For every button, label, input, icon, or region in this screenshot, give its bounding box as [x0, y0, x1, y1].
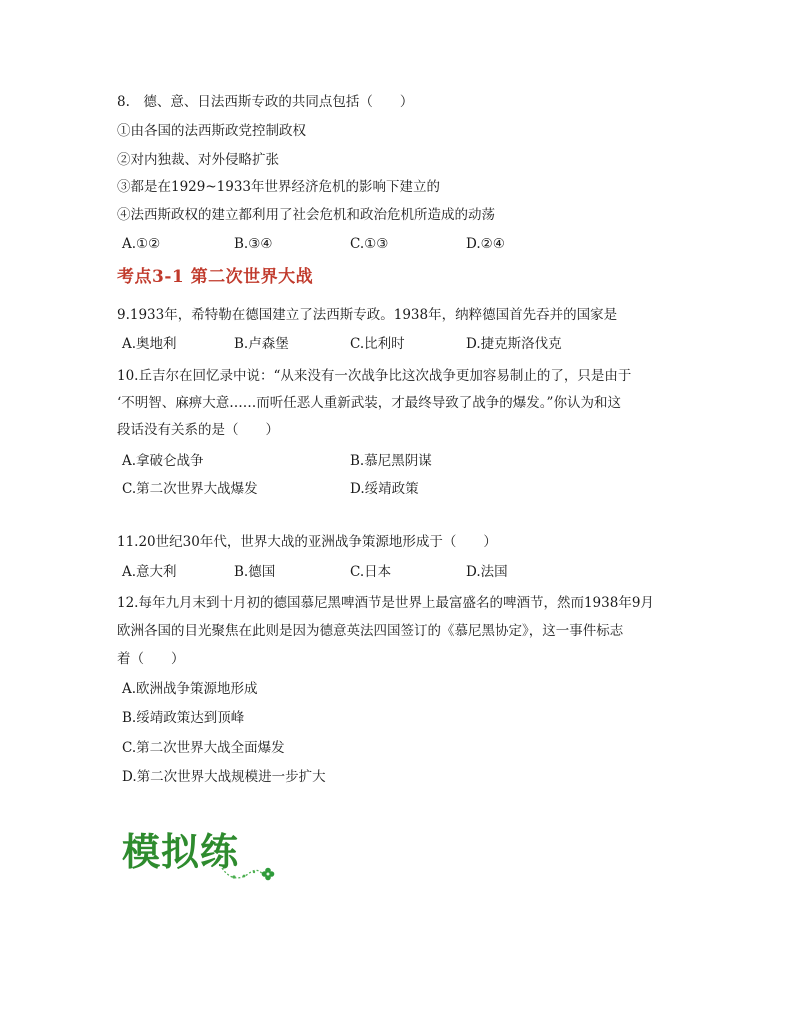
question-10-option-c: C.第二次世界大战爆发: [122, 481, 258, 497]
question-9-stem: 9.1933年，希特勒在德国建立了法西斯专政。1938年，纳粹德国首先吞并的国家是: [117, 307, 618, 323]
question-8-item-2: ②对内独裁、对外侵略扩张: [117, 152, 279, 168]
question-10-option-b: B.慕尼黑阴谋: [350, 453, 432, 469]
practice-banner-title: 模拟练: [122, 830, 240, 874]
question-8-option-d: D.②④: [466, 236, 505, 252]
question-12-line-3: 着（ ）: [117, 651, 185, 667]
question-8-option-b: B.③④: [234, 236, 273, 252]
question-9-option-c: C.比利时: [350, 336, 405, 352]
question-12-option-c: C.第二次世界大战全面爆发: [122, 740, 285, 756]
question-11-option-c: C.日本: [350, 564, 392, 580]
practice-banner: [122, 828, 282, 888]
question-11-option-a: A.意大利: [122, 564, 177, 580]
question-10-line-3: 段话没有关系的是（ ）: [117, 422, 279, 438]
question-9-option-b: B.卢森堡: [234, 336, 289, 352]
question-8-item-4: ④法西斯政权的建立都利用了社会危机和政治危机所造成的动荡: [117, 207, 495, 223]
question-8-option-c: C.①③: [350, 236, 389, 252]
question-12-option-b: B.绥靖政策达到顶峰: [122, 710, 245, 726]
question-12-option-a: A.欧洲战争策源地形成: [122, 681, 258, 697]
question-10-line-2: ‘不明智、麻痹大意……而听任恶人重新武装，才最终导致了战争的爆发。”你认为和这: [117, 395, 621, 411]
question-11-option-b: B.德国: [234, 564, 276, 580]
question-8-item-1: ①由各国的法西斯政党控制政权: [117, 123, 306, 139]
question-9-option-d: D.捷克斯洛伐克: [466, 336, 562, 352]
question-8-option-a: A.①②: [122, 236, 161, 252]
question-12-option-d: D.第二次世界大战规模进一步扩大: [122, 769, 326, 785]
question-11-option-d: D.法国: [466, 564, 508, 580]
question-11-stem: 11.20世纪30年代，世界大战的亚洲战争策源地形成于（ ）: [117, 534, 497, 550]
question-8-item-3: ③都是在1929~1933年世界经济危机的影响下建立的: [117, 179, 441, 195]
vine-flower-icon: [220, 862, 280, 886]
question-10-option-d: D.绥靖政策: [350, 481, 419, 497]
question-12-line-1: 12.每年九月末到十月初的德国慕尼黑啤酒节是世界上最富盛名的啤酒节，然而1938年9月: [117, 595, 654, 611]
question-10-option-a: A.拿破仑战争: [122, 453, 204, 469]
question-10-line-1: 10.丘吉尔在回忆录中说：“从来没有一次战争比这次战争更加容易制止的了，只是由于: [117, 368, 632, 384]
section-title: 考点3-1 第二次世界大战: [117, 267, 314, 287]
question-12-line-2: 欧洲各国的目光聚焦在此则是因为德意英法四国签订的《慕尼黑协定》，这一事件标志: [117, 623, 624, 639]
question-8-stem: 8. 德、意、日法西斯专政的共同点包括（ ）: [117, 94, 414, 110]
question-9-option-a: A.奥地利: [122, 336, 177, 352]
